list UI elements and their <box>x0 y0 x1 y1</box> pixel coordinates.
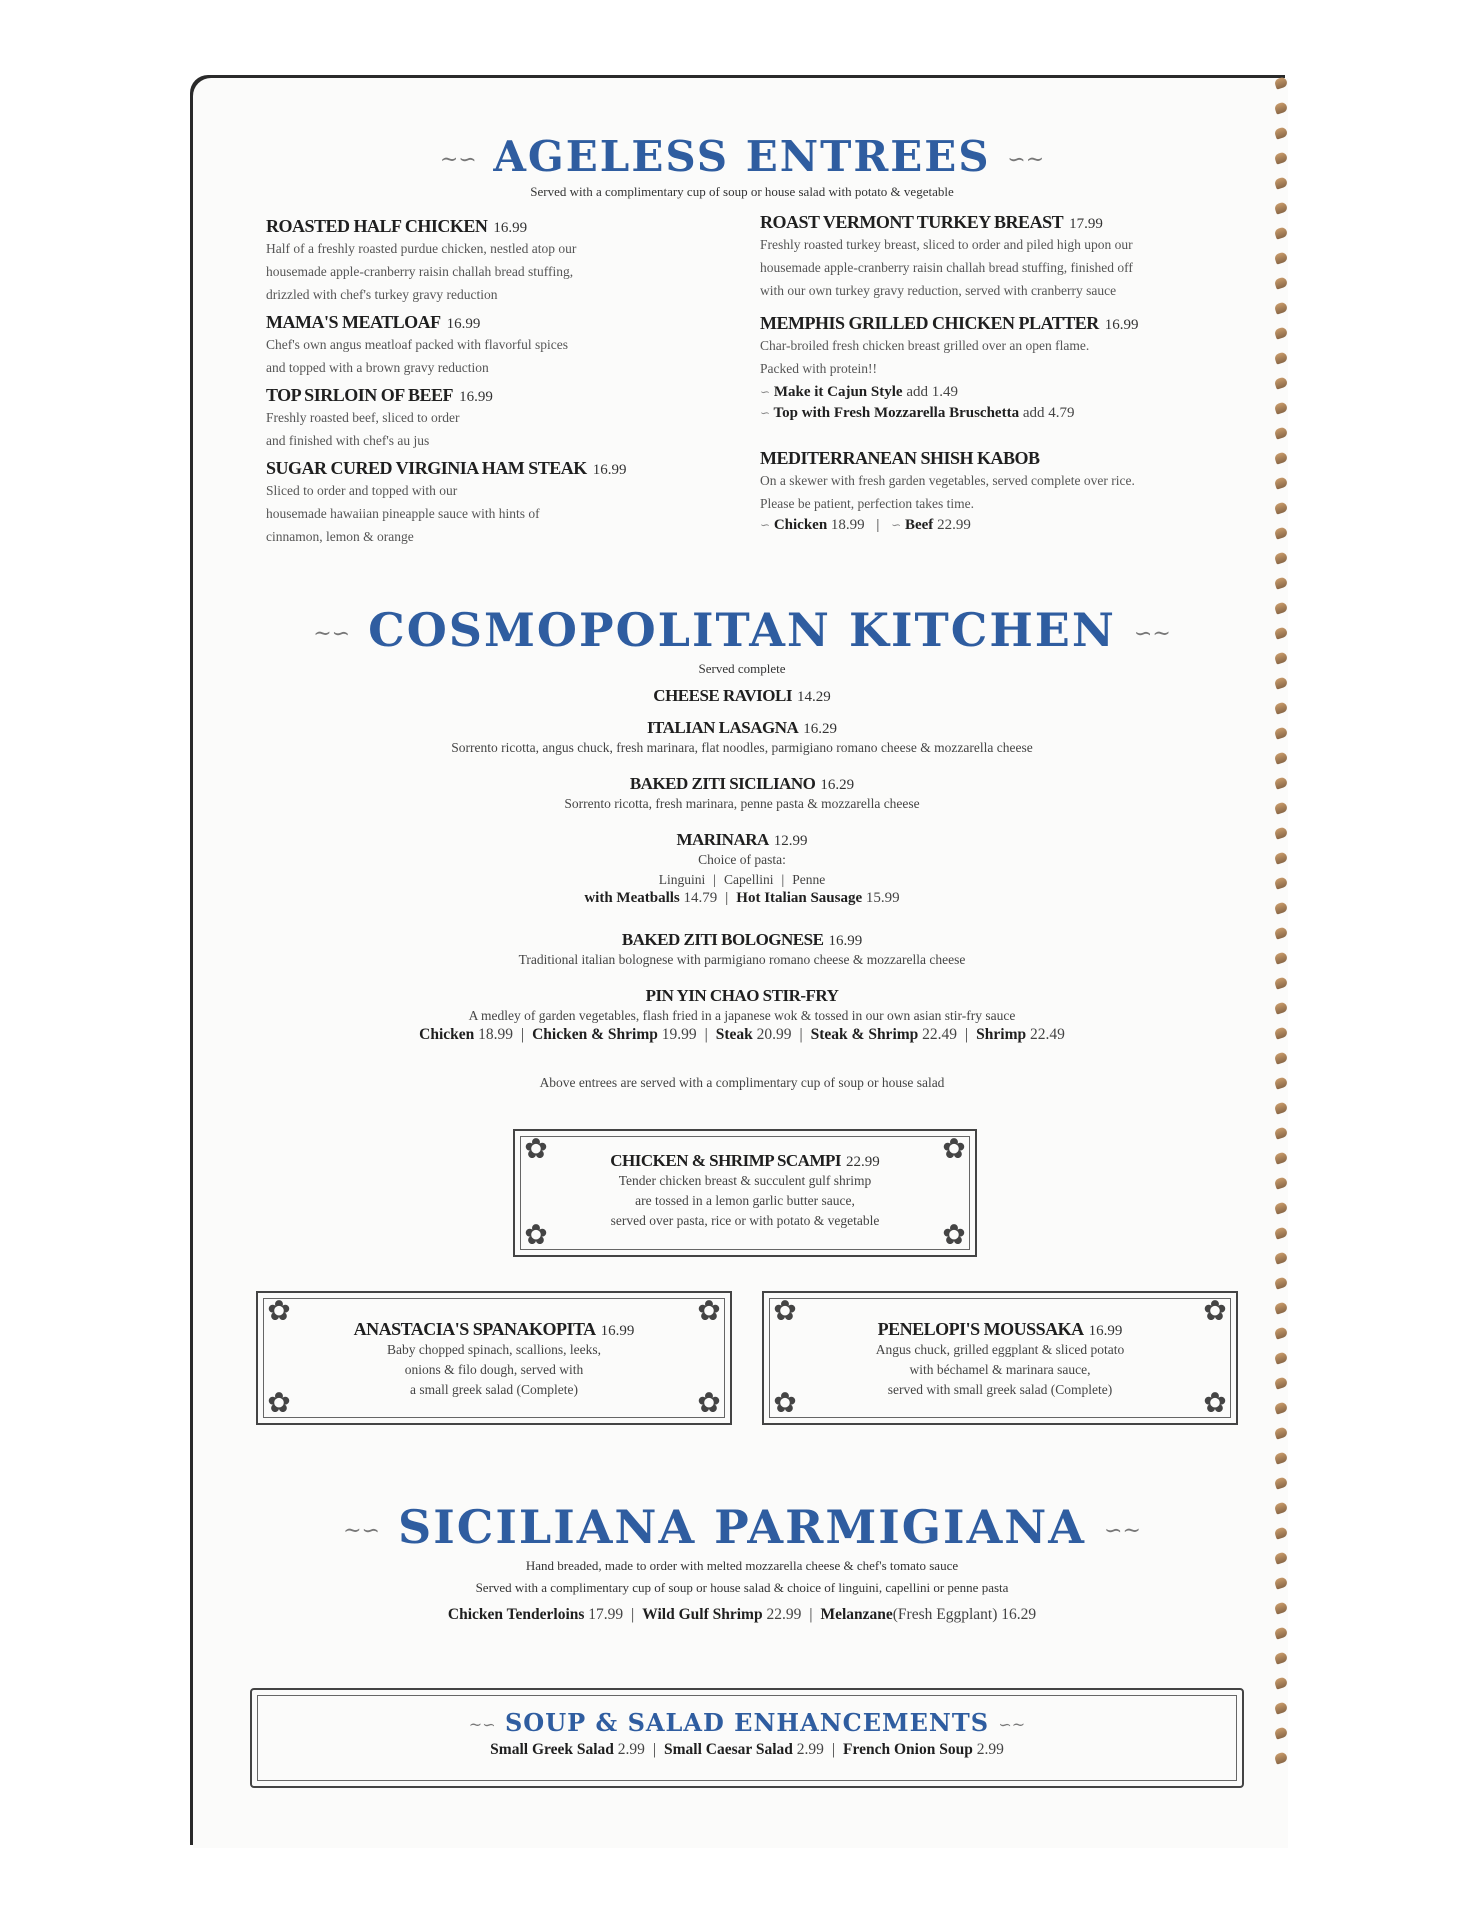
spiral-coil <box>1274 1151 1289 1164</box>
spiral-coil <box>1274 1451 1289 1464</box>
item-description: Sorrento ricotta, fresh marinara, penne pasta & mozzarella cheese <box>564 796 920 811</box>
desc-line: Sliced to order and topped with our <box>266 483 458 498</box>
moussaka-content <box>764 1319 1236 1400</box>
option-label: Chicken <box>773 517 828 533</box>
option-label: Small Caesar Salad <box>664 1741 793 1758</box>
flourish-left-icon: ~∽ <box>343 1518 380 1544</box>
item-price: 16.99 <box>493 220 528 236</box>
ornament-corner-icon: ✿ <box>267 1296 291 1327</box>
spiral-coil <box>1274 551 1289 564</box>
desc-line: served over pasta, rice or with potato & vegetable <box>610 1213 880 1228</box>
ageless-title-text: AGELESS ENTREES <box>493 132 991 181</box>
flourish-left-icon: ~∽ <box>439 147 477 173</box>
spiral-coil <box>1274 301 1289 314</box>
spiral-coil <box>1274 1701 1289 1714</box>
special-box-spanakopita <box>256 1291 732 1425</box>
item-description <box>266 406 686 452</box>
option-price: 2.99 <box>617 1741 645 1758</box>
option-price: 22.49 <box>1029 1026 1065 1043</box>
item-description <box>760 334 1240 380</box>
option-label: Top with Fresh Mozzarella Bruschetta <box>773 405 1020 421</box>
option-label: Shrimp <box>976 1026 1027 1043</box>
option-price: 22.49 <box>922 1026 958 1043</box>
option-label: Wild Gulf Shrimp <box>642 1606 763 1623</box>
ageless-title <box>0 132 1484 181</box>
ornament-corner-icon: ✿ <box>1203 1388 1227 1419</box>
spiral-coil <box>1274 1726 1289 1739</box>
item-price: 16.99 <box>459 389 493 405</box>
item-description: A medley of garden vegetables, flash fried in a japanese wok & tossed in our own asian stir-fry sauce <box>468 1008 1016 1023</box>
spiral-coil <box>1274 226 1289 239</box>
option-price: add 1.49 <box>906 384 958 400</box>
flourish-icon: ∽ <box>891 518 902 532</box>
item-price: 16.99 <box>1104 317 1139 333</box>
option-price: 2.99 <box>796 1741 824 1758</box>
menu-item-memphis-chicken <box>760 313 1240 422</box>
separator: | <box>521 1026 525 1043</box>
siciliana-options <box>0 1606 1484 1624</box>
marinara-addons <box>0 890 1484 907</box>
item-name: SUGAR CURED VIRGINIA HAM STEAK <box>266 458 587 478</box>
option-label: Chicken Tenderloins <box>447 1606 585 1623</box>
spiral-coil <box>1274 1351 1289 1364</box>
item-name: BAKED ZITI BOLOGNESE <box>621 930 824 949</box>
addon-label: with Meatballs <box>584 890 680 906</box>
menu-item-turkey-breast <box>760 212 1240 302</box>
separator: | <box>965 1026 969 1043</box>
item-price: 14.29 <box>796 689 831 705</box>
spiral-coil <box>1274 251 1289 264</box>
menu-item-ham-steak <box>266 458 706 548</box>
spiral-coil <box>1274 1176 1289 1189</box>
spiral-coil <box>1274 451 1289 464</box>
pasta-choices <box>0 870 1484 890</box>
option-price: 18.99 <box>478 1026 513 1043</box>
desc-line: Freshly roasted beef, sliced to order <box>266 410 460 425</box>
spiral-coil <box>1274 276 1289 289</box>
desc-line: housemade apple-cranberry raisin challah bread stuffing, finished off <box>760 260 1133 275</box>
addon-price: 15.99 <box>865 890 900 906</box>
enhancements-box <box>250 1688 1244 1788</box>
enhancements-content <box>252 1708 1242 1759</box>
desc-line: On a skewer with fresh garden vegetables, served complete over rice. <box>760 473 1135 488</box>
item-price: 16.99 <box>1088 1323 1123 1339</box>
menu-item-shish-kabob <box>760 448 1240 534</box>
separator: | <box>781 872 785 887</box>
spiral-coil <box>1274 426 1289 439</box>
option-note: (Fresh Eggplant) <box>892 1606 998 1623</box>
pasta-choice: Capellini <box>724 872 774 887</box>
item-name: PENELOPI'S MOUSSAKA <box>877 1319 1084 1339</box>
ornament-corner-icon: ✿ <box>524 1134 548 1165</box>
desc-line: and finished with chef's au jus <box>266 433 430 448</box>
siciliana-title-text: SICILIANA PARMIGIANA <box>398 1500 1086 1554</box>
item-name: MEMPHIS GRILLED CHICKEN PLATTER <box>760 313 1099 333</box>
flourish-right-icon: ∽~ <box>998 1715 1026 1734</box>
desc-line: and topped with a brown gravy reduction <box>266 360 489 375</box>
menu-item-italian-lasagna <box>0 718 1484 758</box>
item-price: 16.29 <box>803 721 838 737</box>
pasta-choice: Linguini <box>658 872 706 887</box>
desc-line: Please be patient, perfection takes time. <box>760 496 975 511</box>
spiral-coil <box>1274 476 1289 489</box>
item-price: 16.99 <box>828 933 863 949</box>
desc-line: housemade apple-cranberry raisin challah bread stuffing, <box>266 264 574 279</box>
ornament-corner-icon: ✿ <box>1203 1296 1227 1327</box>
menu-item-roasted-half-chicken <box>266 216 686 306</box>
desc-line: cinnamon, lemon & orange <box>266 529 414 544</box>
option-price: 22.99 <box>937 517 971 533</box>
option-price: 19.99 <box>661 1026 697 1043</box>
flourish-right-icon: ∽~ <box>1133 621 1171 647</box>
separator: | <box>799 1026 803 1043</box>
option-bruschetta <box>760 405 1240 422</box>
spiral-coil <box>1274 201 1289 214</box>
option-price: 2.99 <box>976 1741 1004 1758</box>
spiral-coil <box>1274 1651 1289 1664</box>
addon-label: Hot Italian Sausage <box>736 890 863 906</box>
spiral-coil <box>1274 351 1289 364</box>
item-price: 17.99 <box>1069 216 1103 232</box>
spiral-coil <box>1274 1126 1289 1139</box>
menu-item-cheese-ravioli <box>0 686 1484 706</box>
separator: | <box>725 890 729 906</box>
desc-line: served with small greek salad (Complete) <box>887 1382 1113 1397</box>
spiral-coil <box>1274 1751 1289 1764</box>
ageless-subtitle: Served with a complimentary cup of soup or house salad with potato & vegetable <box>530 184 954 199</box>
siciliana-subtitle-2: Served with a complimentary cup of soup or house salad & choice of linguini, capellini or penne pasta <box>475 1580 1009 1595</box>
spiral-coil <box>1274 401 1289 414</box>
option-label: Chicken & Shrimp <box>532 1026 658 1043</box>
flourish-left-icon: ~∽ <box>468 1715 496 1734</box>
option-label: Steak <box>715 1026 753 1043</box>
flourish-icon: ∽ <box>760 385 771 399</box>
item-description <box>760 233 1240 302</box>
spiral-coil <box>1274 1226 1289 1239</box>
ornament-corner-icon: ✿ <box>942 1134 966 1165</box>
cosmo-note: Above entrees are served with a complimentary cup of soup or house salad <box>539 1075 945 1090</box>
option-label: French Onion Soup <box>843 1741 973 1758</box>
option-label: Steak & Shrimp <box>810 1026 919 1043</box>
desc-line: drizzled with chef's turkey gravy reduction <box>266 287 498 302</box>
desc-line: with béchamel & marinara sauce, <box>909 1362 1091 1377</box>
ornament-corner-icon: ✿ <box>773 1388 797 1419</box>
item-price: 16.29 <box>820 777 855 793</box>
desc-line: Baby chopped spinach, scallions, leeks, <box>386 1342 602 1357</box>
spiral-coil <box>1274 1626 1289 1639</box>
option-price: 18.99 <box>830 517 865 533</box>
option-price: 22.99 <box>766 1606 802 1623</box>
spiral-coil <box>1274 501 1289 514</box>
separator: | <box>631 1606 635 1623</box>
spiral-coil <box>1274 1326 1289 1339</box>
option-label: Small Greek Salad <box>490 1741 614 1758</box>
option-price: 20.99 <box>756 1026 792 1043</box>
spiral-coil <box>1274 1301 1289 1314</box>
item-name: MEDITERRANEAN SHISH KABOB <box>760 448 1040 468</box>
flourish-right-icon: ∽~ <box>1104 1518 1141 1544</box>
item-name: MAMA'S MEATLOAF <box>266 312 441 332</box>
ornament-corner-icon: ✿ <box>267 1388 291 1419</box>
siciliana-title <box>0 1500 1484 1554</box>
item-name: CHICKEN & SHRIMP SCAMPI <box>610 1151 841 1170</box>
ornament-corner-icon: ✿ <box>524 1220 548 1251</box>
menu-item-baked-ziti-siciliano <box>0 774 1484 814</box>
separator: | <box>809 1606 813 1623</box>
separator: | <box>831 1741 836 1758</box>
menu-item-stir-fry <box>0 986 1484 1044</box>
ornament-corner-icon: ✿ <box>773 1296 797 1327</box>
option-price: add 4.79 <box>1022 405 1075 421</box>
desc-line: with our own turkey gravy reduction, served with cranberry sauce <box>760 283 1117 298</box>
item-price: 16.99 <box>600 1323 635 1339</box>
desc-line: Char-broiled fresh chicken breast grilled over an open flame. <box>760 338 1090 353</box>
separator: | <box>704 1026 708 1043</box>
item-name: CHEESE RAVIOLI <box>653 686 792 705</box>
item-name: BAKED ZITI SICILIANO <box>629 774 816 793</box>
pasta-choice: Penne <box>792 872 826 887</box>
item-name: ROASTED HALF CHICKEN <box>266 216 488 236</box>
item-name: MARINARA <box>676 830 769 849</box>
desc-line: onions & filo dough, served with <box>404 1362 584 1377</box>
spiral-coil <box>1274 101 1289 114</box>
flourish-icon: ∽ <box>760 406 771 420</box>
spiral-coil <box>1274 1201 1289 1214</box>
item-description <box>266 237 686 306</box>
flourish-icon: ∽ <box>760 518 771 532</box>
option-label: Beef <box>904 517 934 533</box>
ornament-corner-icon: ✿ <box>697 1296 721 1327</box>
desc-line: Freshly roasted turkey breast, sliced to order and piled high upon our <box>760 237 1133 252</box>
menu-item-top-sirloin <box>266 385 686 452</box>
flourish-right-icon: ∽~ <box>1007 147 1045 173</box>
desc-line: Chef's own angus meatloaf packed with flavorful spices <box>266 337 568 352</box>
option-price: 16.29 <box>1001 1606 1037 1623</box>
ornament-corner-icon: ✿ <box>697 1388 721 1419</box>
desc-line: Tender chicken breast & succulent gulf shrimp <box>618 1173 872 1188</box>
item-description <box>760 469 1240 515</box>
menu-item-marinara <box>0 830 1484 907</box>
item-name: PIN YIN CHAO STIR-FRY <box>645 986 839 1005</box>
menu-item-mamas-meatloaf <box>266 312 686 379</box>
desc-line: housemade hawaiian pineapple sauce with hints of <box>266 506 540 521</box>
spiral-coil <box>1274 576 1289 589</box>
spanakopita-content <box>258 1319 730 1400</box>
enhancements-options <box>252 1741 1242 1759</box>
separator: | <box>652 1741 657 1758</box>
kabob-options <box>760 517 1240 534</box>
special-box-moussaka <box>762 1291 1238 1425</box>
item-name: ANASTACIA'S SPANAKOPITA <box>353 1319 596 1339</box>
cosmo-title-text: COSMOPOLITAN KITCHEN <box>368 603 1116 657</box>
item-description: Choice of pasta: <box>698 852 786 867</box>
item-price: 16.99 <box>446 316 481 332</box>
option-label: Chicken <box>419 1026 475 1043</box>
option-label: Make it Cajun Style <box>773 384 903 400</box>
menu-item-baked-ziti-bolognese <box>0 930 1484 970</box>
desc-line: are tossed in a lemon garlic butter sauce, <box>635 1193 855 1208</box>
desc-line: a small greek salad (Complete) <box>410 1382 578 1397</box>
item-name: TOP SIRLOIN OF BEEF <box>266 385 454 405</box>
special-box-scampi <box>513 1129 977 1257</box>
spiral-coil <box>1274 1051 1289 1064</box>
item-price: 16.99 <box>592 462 627 478</box>
spiral-coil <box>1274 326 1289 339</box>
separator: | <box>713 872 716 887</box>
separator: | <box>876 517 880 533</box>
enhancements-title <box>252 1708 1242 1737</box>
spiral-coil <box>1274 1476 1289 1489</box>
item-name: ITALIAN LASAGNA <box>646 718 799 737</box>
desc-line: Half of a freshly roasted purdue chicken, nestled atop our <box>266 241 577 256</box>
spiral-coil <box>1274 1101 1289 1114</box>
spiral-coil <box>1274 1676 1289 1689</box>
enhancements-title-text: SOUP & SALAD ENHANCEMENTS <box>504 1708 990 1737</box>
stirfry-options <box>0 1026 1484 1044</box>
desc-line: Angus chuck, grilled eggplant & sliced potato <box>875 1342 1125 1357</box>
item-name: ROAST VERMONT TURKEY BREAST <box>760 212 1064 232</box>
cosmo-subtitle: Served complete <box>698 661 786 676</box>
item-description: Sorrento ricotta, angus chuck, fresh marinara, flat noodles, parmigiano romano cheese & mozzarella cheese <box>451 740 1033 755</box>
spiral-coil <box>1274 1376 1289 1389</box>
spiral-coil <box>1274 1276 1289 1289</box>
spiral-coil <box>1274 526 1289 539</box>
desc-line: Packed with protein!! <box>760 361 877 376</box>
item-price: 22.99 <box>846 1154 880 1170</box>
ornament-corner-icon: ✿ <box>942 1220 966 1251</box>
spiral-coil <box>1274 76 1289 89</box>
spiral-coil <box>1274 1251 1289 1264</box>
siciliana-subtitle-1: Hand breaded, made to order with melted mozzarella cheese & chef's tomato sauce <box>525 1558 959 1573</box>
item-description <box>266 333 686 379</box>
scampi-content <box>515 1151 975 1231</box>
option-label: Melanzane <box>820 1606 893 1623</box>
option-price: 17.99 <box>588 1606 624 1623</box>
spiral-coil <box>1274 376 1289 389</box>
spiral-coil <box>1274 1401 1289 1414</box>
spiral-coil <box>1274 1426 1289 1439</box>
flourish-left-icon: ~∽ <box>313 621 351 647</box>
item-description: Traditional italian bolognese with parmigiano romano cheese & mozzarella cheese <box>518 952 966 967</box>
cosmo-title <box>0 603 1484 657</box>
addon-price: 14.79 <box>683 890 718 906</box>
item-description <box>266 479 706 548</box>
option-cajun <box>760 384 1240 401</box>
item-price: 12.99 <box>773 833 808 849</box>
